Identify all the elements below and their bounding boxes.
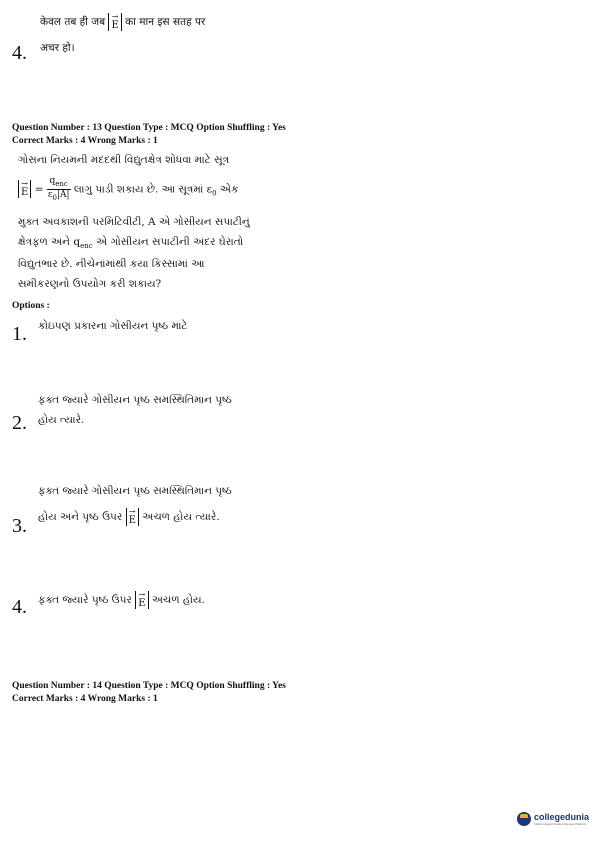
q13-body-line3: મુક્ત અવકાશની પરમિટિવીટી, A એ ગોસીયન સપાટીનું — [18, 216, 250, 228]
q13-header-line1: Question Number : 13 Question Type : MCQ Option Shuffling : Yes — [12, 123, 286, 133]
gauss-fraction: $\frac{q_{enc}}{\varepsilon_0|A|}$ — [47, 176, 70, 202]
q13-body-line6: સમીકરણનો ઉપયોગ કરી શકાય? — [18, 278, 162, 290]
q13-header-line2: Correct Marks : 4 Wrong Marks : 1 — [12, 136, 158, 146]
prev-option-4-number: 4. — [12, 42, 27, 64]
logo-tagline: India's largest Student Review Platform — [533, 822, 587, 826]
option-4-number: 4. — [12, 596, 27, 618]
options-label: Options : — [12, 301, 50, 311]
q13-body-line5: વિદ્યુતભાર છે. નીચેનાંમાંથી કયા કિસ્સામાં આ — [18, 258, 205, 270]
logo-mark-icon — [517, 812, 531, 826]
vector-e-symbol: → E — [108, 13, 121, 31]
q13-header — [12, 122, 286, 148]
option-3-line1: ફક્ત જ્યારે ગોસીયન પૃષ્ઠ સમસ્થિતિમાન પૃષ્ઠ — [38, 485, 232, 497]
q14-header-line1: Question Number : 14 Question Type : MCQ Option Shuffling : Yes — [12, 681, 286, 691]
option-3-line2: હોય અને પૃષ્ઠ ઉપર → E અચળ હોય ત્યારે. — [38, 507, 220, 526]
prev-option-4-text: अचर हो। — [40, 42, 75, 54]
vector-e-symbol: → E — [18, 180, 31, 198]
option-2-line2: હોય ત્યારે. — [38, 414, 85, 426]
epsilon-subscript: 0 — [212, 189, 217, 198]
q13-formula-line — [18, 176, 238, 206]
collegedunia-logo — [517, 812, 589, 826]
q14-header-line2: Correct Marks : 4 Wrong Marks : 1 — [12, 694, 158, 704]
prev-option-text-pre: केवल तब ही जब — [40, 16, 106, 28]
q13-body-line2-text: લાગુ પાડી શકાય છે. આ સૂત્રમાં ε — [73, 183, 213, 196]
q13-body-line2-end: એક — [219, 183, 239, 196]
option-4-text: ફક્ત જ્યારે પૃષ્ઠ ઉપર → E અચળ હોય. — [38, 590, 205, 609]
q13-body-line1: ગોસના નિયમની મદદથી વિદ્યુતક્ષેત્ર શોધવા માટે સૂત્ર — [18, 154, 230, 166]
vector-e-symbol: → E — [126, 508, 139, 526]
q13-body-line4: ક્ષેત્રફળ અને $q_{enc}$ એ ગોસીયન સપાટીની અંદર ઘેરાતો — [18, 236, 244, 251]
prev-option-4-line1 — [40, 12, 205, 32]
option-1-text: કોઇપણ પ્રકારના ગોસીયન પૃષ્ઠ માટે — [38, 320, 188, 332]
vector-e-symbol: → E — [135, 591, 148, 609]
prev-option-text-post: का मान इस सतह पर — [125, 16, 206, 28]
q14-header — [12, 680, 286, 706]
logo-name: collegedunia — [533, 812, 589, 822]
option-2-line1: ફક્ત જ્યારે ગોસીયન પૃષ્ઠ સમસ્થિતિમાન પૃષ્ઠ — [38, 394, 232, 406]
option-2-number: 2. — [12, 412, 27, 434]
option-1-number: 1. — [12, 323, 27, 345]
equals-sign: = — [34, 183, 44, 196]
option-3-number: 3. — [12, 515, 27, 537]
